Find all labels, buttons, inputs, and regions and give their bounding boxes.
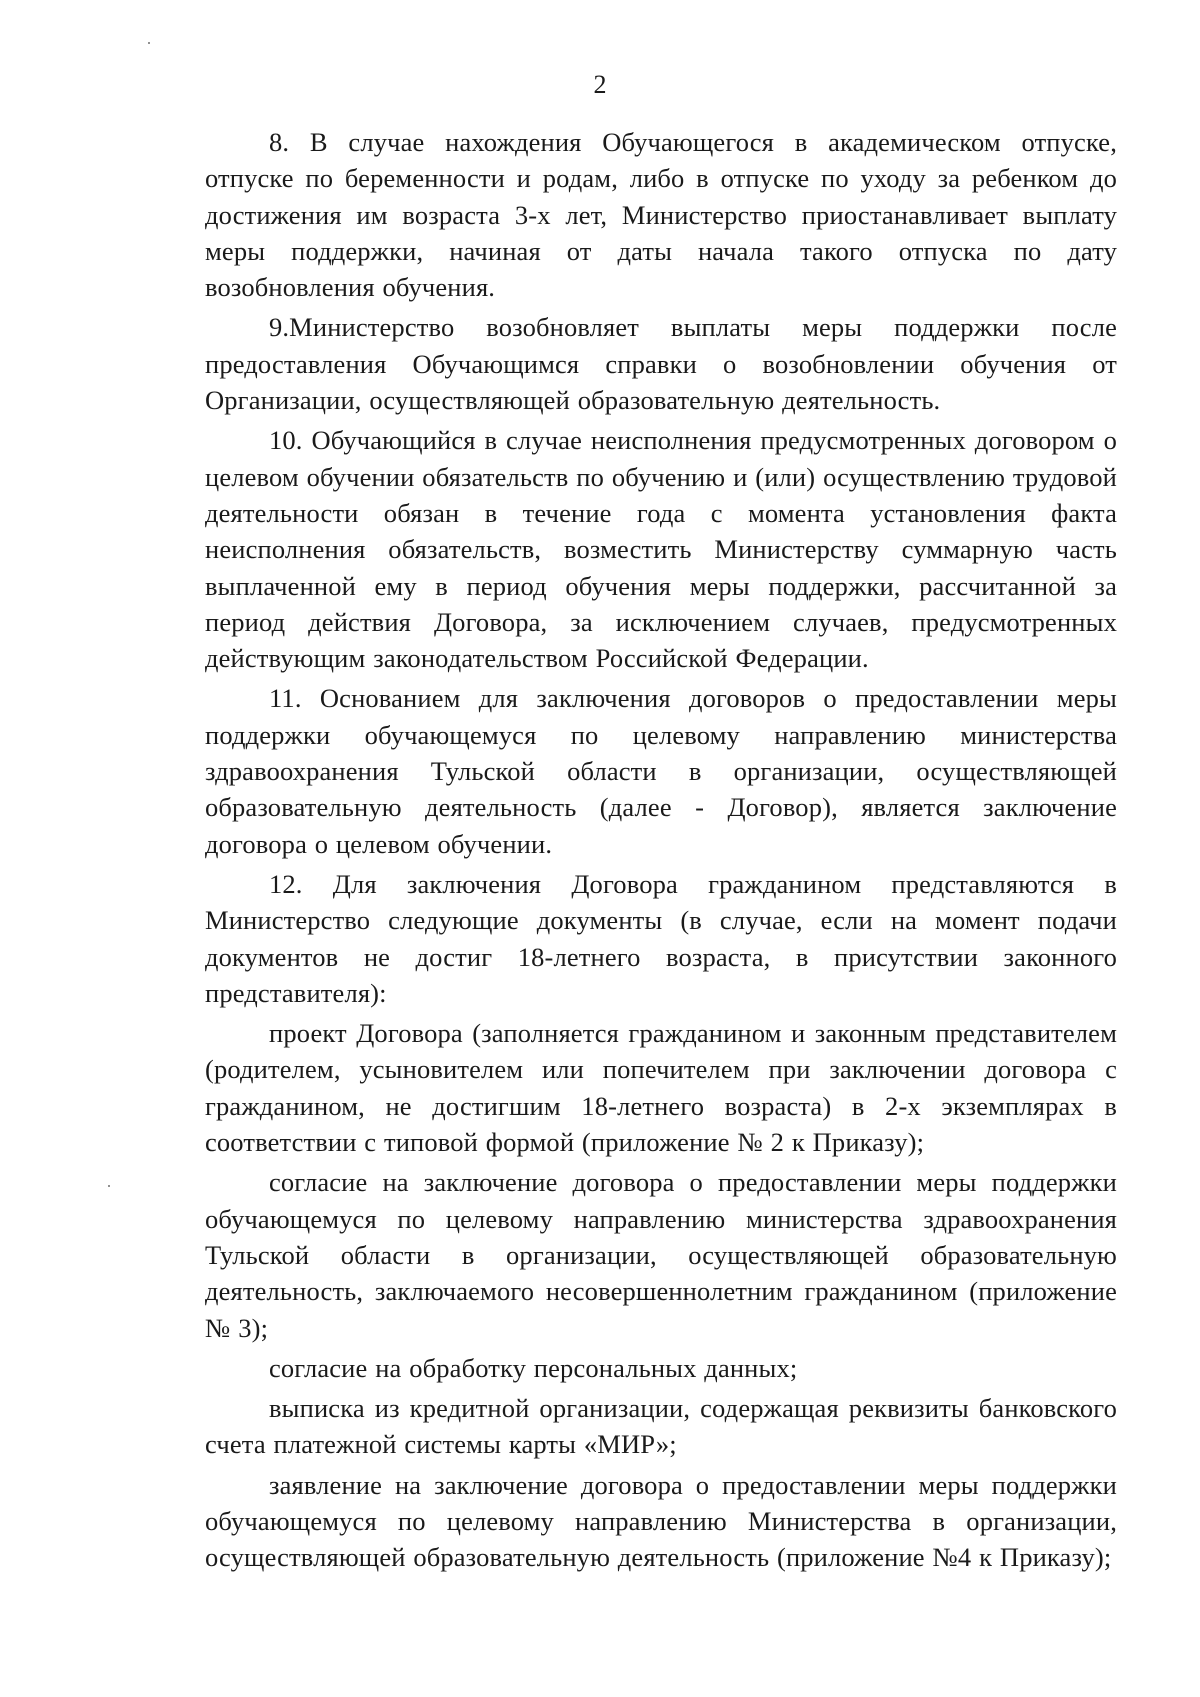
paragraph-12: 12. Для заключения Договора гражданином представляются в Министерство следующие документы (в случае, если на момент подачи документов не достиг 18-летнего возраста, в присутствии законного представителя): xyxy=(205,868,1117,1008)
list-item-bank-statement: выписка из кредитной организации, содержащая реквизиты банковского счета платежной системы карты «МИР»; xyxy=(205,1393,1117,1460)
document-body xyxy=(205,124,1117,1576)
list-item-consent-personal-data: согласие на обработку персональных данных; xyxy=(269,1352,798,1383)
paragraph-8: 8. В случае нахождения Обучающегося в академическом отпуске, отпуске по беременности и родам, либо в отпуске по уходу за ребенком до достижения им возраста 3-х лет, Министерство приостанавливает выплату меры поддержки, начиная от даты начала такого отпуска по дату возобновления обучения. xyxy=(205,127,1117,303)
list-item-draft-contract: проект Договора (заполняется гражданином и законным представителем (родителем, усыновителем или попечителем при заключении договора с гражданином, не достигшим 18-летнего возраста) в 2-х экземплярах в соответствии с типовой формой (приложение № 2 к Приказу); xyxy=(205,1018,1117,1158)
scan-speck xyxy=(108,1185,110,1187)
list-item-application: заявление на заключение договора о предоставлении меры поддержки обучающемуся по целевому направлению Министерства в организации, осуществляющей образовательную деятельность (приложение №4 к Приказу); xyxy=(205,1469,1117,1573)
paragraph-9: 9.Министерство возобновляет выплаты меры поддержки после предоставления Обучающимся справки о возобновлении обучения от Организации, осуществляющей образовательную деятельность. xyxy=(205,312,1117,416)
list-item-consent-contract: согласие на заключение договора о предоставлении меры поддержки обучающемуся по целевому направлению министерства здравоохранения Тульской области в организации, осуществляющей образовательную деятельность, заключаемого несовершеннолетним гражданином (приложение № 3); xyxy=(205,1167,1117,1343)
scan-speck xyxy=(148,42,150,44)
paragraph-10: 10. Обучающийся в случае неисполнения предусмотренных договором о целевом обучении обязательств по обучению и (или) осуществлению трудовой деятельности обязан в течение года с момента установления факта неисполнения обязательств, возместить Министерству суммарную часть выплаченной ему в период обучения меры поддержки, рассчитанной за период действия Договора, за исключением случаев, предусмотренных действующим законодательством Российской Федерации. xyxy=(205,425,1117,674)
paragraph-11: 11. Основанием для заключения договоров о предоставлении меры поддержки обучающемуся по целевому направлению министерства здравоохранения Тульской области в организации, осуществляющей образовательную деятельность (далее - Договор), является заключение договора о целевом обучении. xyxy=(205,683,1117,859)
page-number: 2 xyxy=(593,70,607,99)
